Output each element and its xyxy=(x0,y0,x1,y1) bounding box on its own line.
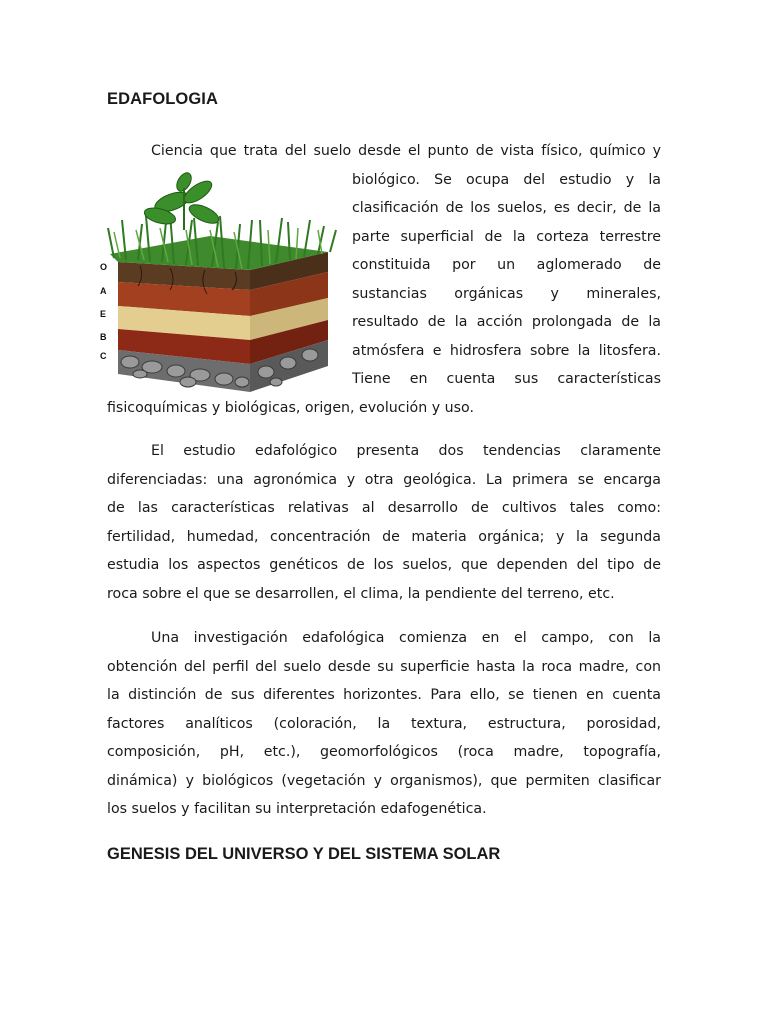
heading-genesis: GENESIS DEL UNIVERSO Y DEL SISTEMA SOLAR xyxy=(107,845,501,863)
heading-edafologia: EDAFOLOGIA xyxy=(107,90,218,108)
paragraph-line: clasificación de los suelos, es decir, de la xyxy=(352,200,661,216)
paragraph-line: de las características relativas al desarrollo de cultivos tales como: xyxy=(107,500,661,516)
horizon-label-b: B xyxy=(100,332,107,342)
paragraph-line: los suelos y facilitan su interpretación edafogenética. xyxy=(107,801,487,817)
paragraph-line: dinámica) y biológicos (vegetación y organismos), que permiten clasificar xyxy=(107,772,661,789)
paragraph-line: biológico. Se ocupa del estudio y la xyxy=(352,171,661,188)
soil-block-graphic xyxy=(100,170,340,395)
horizon-label-c: C xyxy=(100,351,107,361)
horizon-label-e: E xyxy=(100,309,107,319)
paragraph-line: El estudio edafológico presenta dos tendencias claramente xyxy=(151,443,661,459)
paragraph-line: obtención del perfil del suelo desde su superficie hasta la roca madre, con xyxy=(107,658,661,675)
paragraph-line: constituida por un aglomerado de xyxy=(352,257,661,273)
paragraph-line: diferenciadas: una agronómica y otra geológica. La primera se encarga xyxy=(107,471,661,488)
paragraph-line: la distinción de sus diferentes horizontes. Para ello, se tienen en cuenta xyxy=(107,687,661,703)
paragraph-line: roca sobre el que se desarrollen, el clima, la pendiente del terreno, etc. xyxy=(107,585,615,602)
seedling-leaves xyxy=(143,170,222,227)
paragraph-line: fisicoquímicas y biológicas, origen, evolución y uso. xyxy=(107,399,474,416)
paragraph-line: Tiene en cuenta sus características xyxy=(352,371,661,387)
paragraph-line: sustancias orgánicas y minerales, xyxy=(352,285,661,302)
paragraph-line: parte superficial de la corteza terrestre xyxy=(352,228,661,245)
soil-profile-illustration xyxy=(100,170,340,395)
horizon-label-o: O xyxy=(100,262,108,272)
paragraph-line: factores analíticos (coloración, la textura, estructura, porosidad, xyxy=(107,715,661,732)
paragraph-3 xyxy=(107,624,661,824)
paragraph-line: resultado de la acción prolongada de la xyxy=(352,314,661,330)
horizon-label-a: A xyxy=(100,286,107,296)
paragraph-line: fertilidad, humedad, concentración de materia orgánica; y la segunda xyxy=(107,528,661,545)
paragraph-line: estudia los aspectos genéticos de los suelos, que dependen del tipo de xyxy=(107,557,661,573)
paragraph-line: Una investigación edafológica comienza en el campo, con la xyxy=(151,630,661,646)
paragraph-line: composición, pH, etc.), geomorfológicos (roca madre, topografía, xyxy=(107,744,661,760)
paragraph-line: Ciencia que trata del suelo desde el punto de vista físico, químico y xyxy=(151,143,661,159)
paragraph-line: atmósfera e hidrosfera sobre la litosfera. xyxy=(352,342,661,359)
paragraph-2 xyxy=(107,437,661,608)
